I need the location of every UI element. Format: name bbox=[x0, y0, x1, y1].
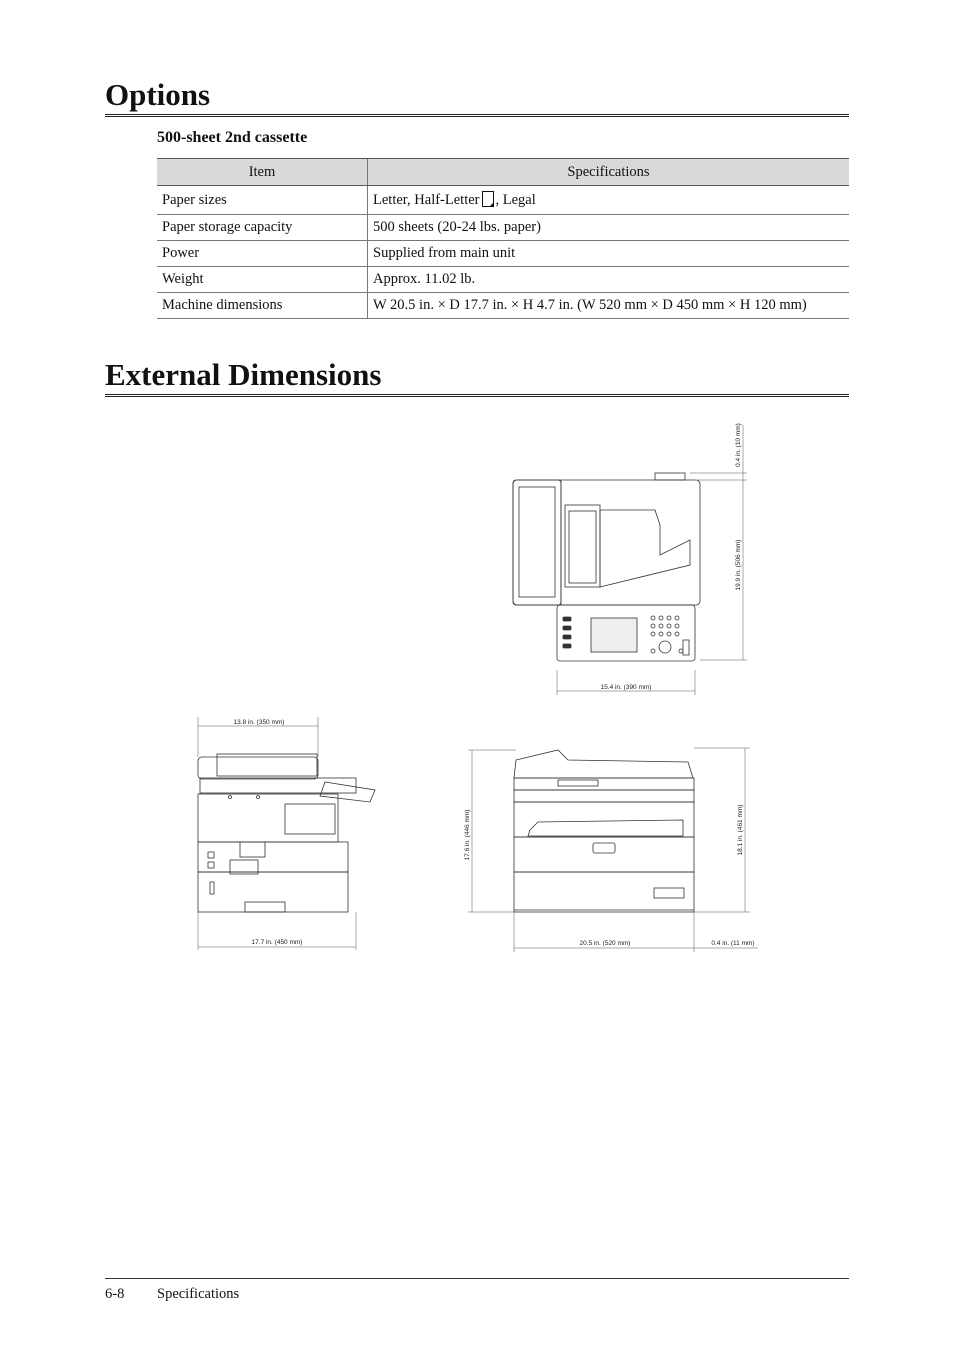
row-item: Paper sizes bbox=[157, 186, 368, 215]
cassette-heading: 500-sheet 2nd cassette bbox=[157, 129, 308, 146]
table-row bbox=[157, 267, 849, 293]
table-header-row bbox=[157, 159, 849, 186]
row-spec: W 20.5 in. × D 17.7 in. × H 4.7 in. (W 520 mm × D 450 mm × H 120 mm) bbox=[368, 293, 850, 319]
row-item: Weight bbox=[157, 267, 368, 293]
table-row bbox=[157, 241, 849, 267]
front-view-offset-label: 0.4 in. (11 mm) bbox=[711, 940, 755, 947]
row-item: Paper storage capacity bbox=[157, 215, 368, 241]
row-item: Power bbox=[157, 241, 368, 267]
external-dimensions-title-rule bbox=[105, 394, 849, 397]
footer-section: Specifications bbox=[157, 1286, 240, 1302]
front-view-width-label: 20.5 in. (520 mm) bbox=[579, 940, 631, 947]
row-spec-text-suffix: , Legal bbox=[495, 192, 536, 208]
front-view-height-left-label: 17.6 in. (446 mm) bbox=[464, 809, 471, 861]
top-view-drawing bbox=[505, 415, 765, 700]
options-title: Options bbox=[105, 77, 211, 112]
options-title-rule bbox=[105, 114, 849, 117]
front-view-drawing bbox=[458, 740, 768, 955]
column-header-specifications: Specifications bbox=[368, 159, 850, 186]
side-view-top-width-label: 13.8 in. (350 mm) bbox=[233, 719, 285, 726]
top-view-depth-label: 19.9 in. (506 mm) bbox=[735, 539, 742, 591]
external-dimensions-title: External Dimensions bbox=[105, 357, 382, 392]
row-spec-text: Letter, Half-Letter bbox=[373, 192, 480, 208]
footer-page-number: 6-8 bbox=[105, 1286, 125, 1302]
row-spec: Approx. 11.02 lb. bbox=[368, 267, 850, 293]
footer-rule bbox=[105, 1278, 849, 1279]
side-view-drawing bbox=[190, 712, 390, 957]
row-item: Machine dimensions bbox=[157, 293, 368, 319]
row-spec bbox=[368, 186, 850, 215]
front-view-height-right-label: 18.1 in. (461 mm) bbox=[737, 804, 744, 856]
table-row bbox=[157, 186, 849, 215]
side-view-bottom-width-label: 17.7 in. (450 mm) bbox=[251, 939, 303, 946]
table-row bbox=[157, 215, 849, 241]
paper-landscape-icon bbox=[482, 191, 494, 207]
row-spec: Supplied from main unit bbox=[368, 241, 850, 267]
cassette-spec-table bbox=[157, 158, 849, 319]
column-header-item: Item bbox=[157, 159, 368, 186]
row-spec: 500 sheets (20-24 lbs. paper) bbox=[368, 215, 850, 241]
top-view-offset-label: 0.4 in. (10 mm) bbox=[735, 423, 742, 467]
table-row bbox=[157, 293, 849, 319]
top-view-width-label: 15.4 in. (390 mm) bbox=[600, 684, 652, 691]
